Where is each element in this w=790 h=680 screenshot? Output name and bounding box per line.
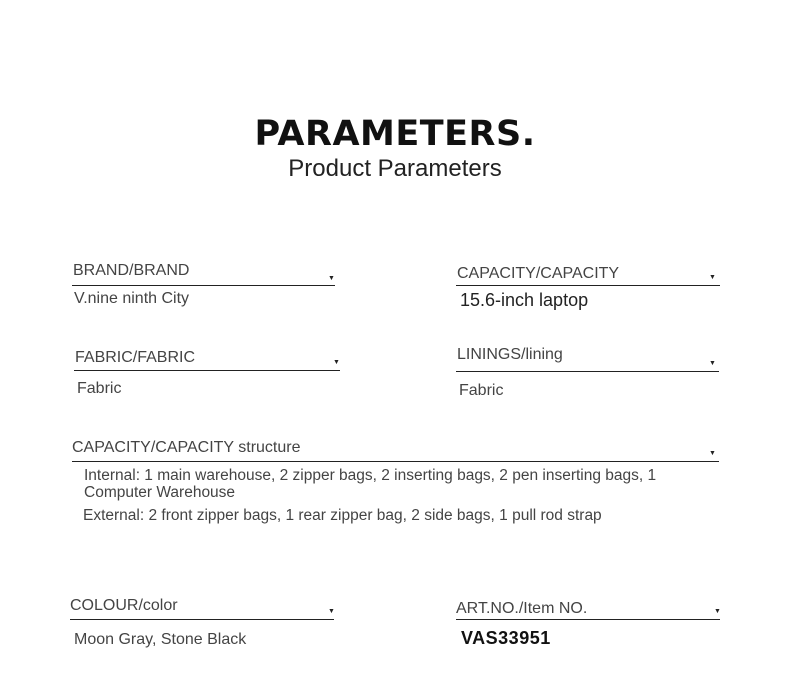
artno-divider [456, 619, 720, 620]
capacity-value: 15.6-inch laptop [460, 290, 589, 310]
brand-value: V.nine ninth City [74, 290, 190, 307]
fabric-label: FABRIC/FABRIC [75, 349, 196, 366]
colour-value: Moon Gray, Stone Black [74, 631, 247, 648]
caret-down-icon: ▼ [328, 608, 335, 615]
structure-external-line: External: 2 front zipper bags, 1 rear zipper bag, 2 side bags, 1 pull rod strap [83, 507, 602, 524]
structure-divider [72, 461, 719, 462]
page-title: PARAMETERS. [254, 114, 536, 154]
brand-divider [72, 285, 335, 286]
caret-down-icon: ▼ [709, 450, 716, 457]
page-subtitle: Product Parameters [288, 155, 502, 182]
brand-label: BRAND/BRAND [73, 262, 190, 279]
structure-label: CAPACITY/CAPACITY structure [72, 439, 301, 456]
fabric-divider [74, 370, 340, 371]
caret-down-icon: ▼ [333, 359, 340, 366]
caret-down-icon: ▼ [328, 275, 335, 282]
structure-internal-line-cont: Computer Warehouse [84, 484, 236, 501]
artno-label: ART.NO./Item NO. [456, 600, 588, 617]
capacity-divider [456, 285, 720, 286]
fabric-value: Fabric [77, 380, 122, 397]
linings-label: LININGS/lining [457, 346, 563, 363]
linings-value: Fabric [459, 382, 504, 399]
caret-down-icon: ▼ [714, 608, 721, 615]
structure-internal-line: Internal: 1 main warehouse, 2 zipper bags, 2 inserting bags, 2 pen inserting bags, 1 [84, 467, 657, 484]
colour-divider [70, 619, 334, 620]
caret-down-icon: ▼ [709, 274, 716, 281]
linings-divider [456, 371, 719, 372]
caret-down-icon: ▼ [709, 360, 716, 367]
colour-label: COLOUR/color [70, 597, 178, 614]
artno-value: VAS33951 [461, 628, 551, 648]
capacity-label: CAPACITY/CAPACITY [457, 265, 620, 282]
